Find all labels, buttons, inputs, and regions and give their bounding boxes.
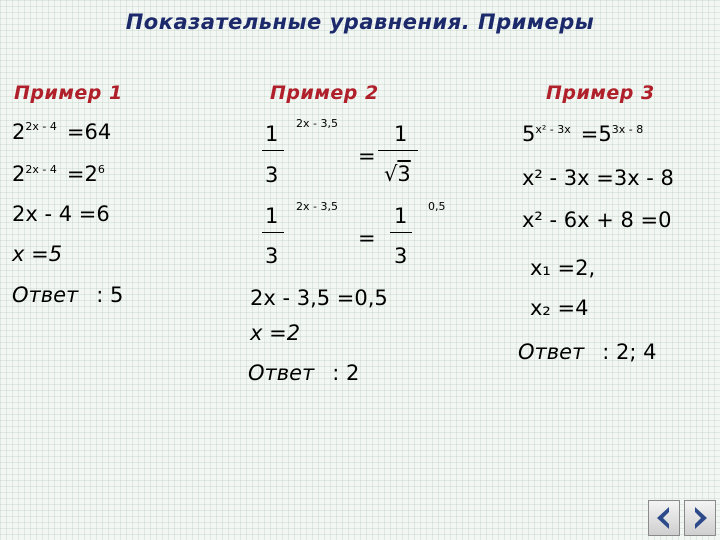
example-2-heading: Пример 2 (270, 82, 379, 104)
equals-sign: = (358, 144, 376, 168)
example-1-heading: Пример 1 (14, 82, 123, 104)
example-2-answer: Ответ : 2 (248, 361, 360, 385)
example-1-line-1: $2^{2x - 4} =64$ (12, 120, 112, 144)
example-3-line-3: x² - 6x + 8 =0 (522, 208, 672, 232)
sqrt-3: √3 (384, 162, 411, 186)
example-3-line-1: $5^{x^2 - 3x} =5^{3x - 8}$ (522, 122, 644, 146)
fraction-line (262, 150, 284, 151)
fraction-line (390, 232, 412, 233)
example-1-line-4: x =5 (12, 242, 63, 266)
example-1-line-2: $2^{2x - 4} =2^6$ (12, 162, 105, 186)
example-3-root-2: x₂ =4 (530, 296, 589, 320)
example-1-answer: Ответ : 5 (12, 283, 124, 307)
fraction-line (262, 232, 284, 233)
example-2-line-3: 2x - 3,5 =0,5 (250, 286, 388, 310)
fraction-line (378, 150, 418, 151)
forward-icon (685, 501, 715, 535)
back-icon (649, 501, 679, 535)
example-1-line-3: 2x - 4 =6 (12, 202, 110, 226)
example-2-rhs-2-num: 1 (394, 204, 408, 228)
example-2-line-4: x =2 (250, 321, 301, 345)
example-3-answer: Ответ : 2; 4 (518, 340, 657, 364)
equals-sign: = (358, 226, 376, 250)
example-2-rhs-1-num: 1 (394, 122, 408, 146)
example-2-rhs-2-den: 3 (394, 244, 408, 268)
example-3-heading: Пример 3 (546, 82, 655, 104)
example-2-exp-2: 2x - 3,5 (296, 200, 338, 213)
example-2-exp-1: 2x - 3,5 (296, 117, 338, 130)
example-3-line-2: x² - 3x =3x - 8 (522, 166, 674, 190)
example-3-root-1: x₁ =2, (530, 256, 596, 280)
back-button[interactable] (648, 500, 680, 536)
example-2-rhs-2-exp: 0,5 (428, 200, 446, 213)
page-title: Показательные уравнения. Примеры (125, 10, 595, 34)
example-2-frac-1-den: 3 (265, 163, 279, 187)
example-2-frac-1-num: 1 (265, 122, 279, 146)
forward-button[interactable] (684, 500, 716, 536)
example-2-frac-2-den: 3 (265, 244, 279, 268)
example-2-frac-2-num: 1 (265, 204, 279, 228)
